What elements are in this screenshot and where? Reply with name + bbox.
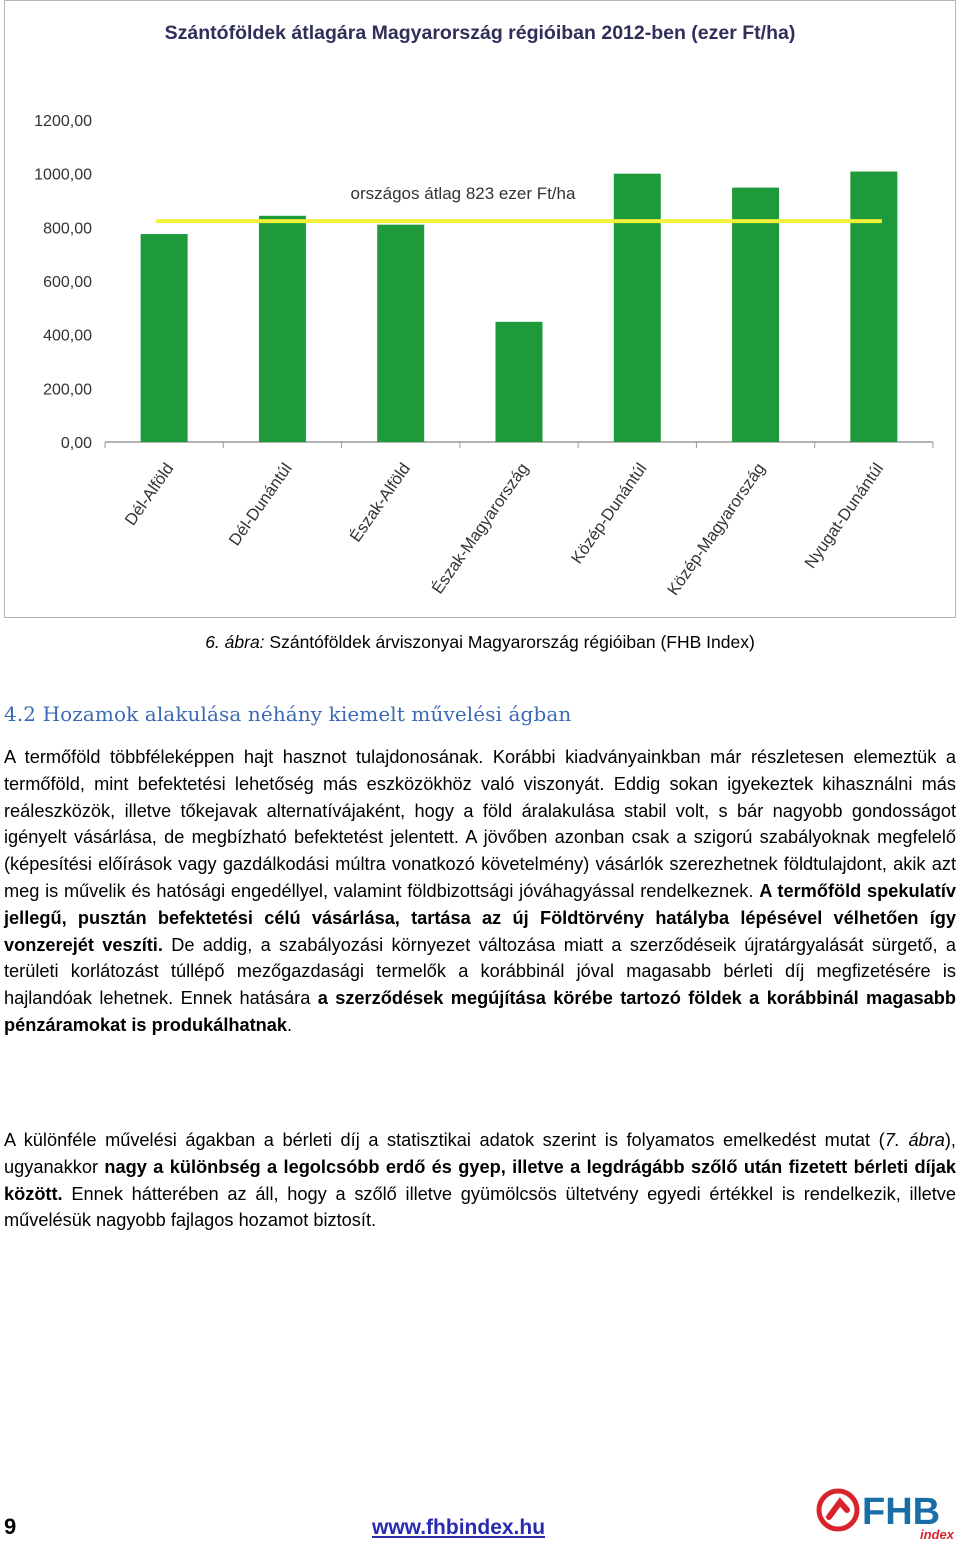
y-tick-label: 200,00	[43, 381, 92, 399]
paragraph-2-text-a: A különféle művelési ágakban a bérleti díj a statisztikai adatok szerint is folyamatos emelkedést mutat (	[4, 1130, 885, 1150]
bar-chart	[4, 0, 956, 618]
paragraph-1-bold-a: A termőföld spekulatív jellegű, pusztán befektetési célú vásárlása, tartása az új Földtörvény hatályba lépésével vélhetően így vonzerejét veszíti.	[4, 880, 956, 955]
x-tick-label: Észak-Magyarország	[428, 459, 533, 598]
figure-caption-text: Szántóföldek árviszonyai Magyarország régióiban (FHB Index)	[264, 632, 755, 652]
chart-canvas	[5, 1, 955, 617]
chart-title: Szántóföldek átlagára Magyarország régióiban 2012-ben (ezer Ft/ha)	[164, 22, 796, 44]
x-tick-label: Közép-Magyarország	[664, 459, 769, 599]
figure-caption-prefix: 6. ábra:	[205, 632, 265, 652]
bar	[259, 216, 306, 442]
footer-website-link[interactable]: www.fhbindex.hu	[372, 1516, 546, 1539]
y-tick-label: 0,00	[60, 435, 92, 452]
y-tick-label: 400,00	[43, 327, 92, 345]
paragraph-2-text-b: ), ugyanakkor	[4, 1130, 956, 1177]
bar	[141, 234, 188, 442]
x-tick-label: Közép-Dunántúl	[567, 459, 651, 568]
page-number: 9	[4, 1514, 17, 1539]
paragraph-1-text-c: .	[287, 1014, 293, 1035]
bar	[732, 188, 779, 442]
x-tick-label: Dél-Dunántúl	[225, 459, 296, 550]
logo-mark-arrow	[829, 1502, 847, 1517]
logo-index-text: index	[920, 1527, 954, 1542]
bar	[496, 322, 543, 442]
average-reference-label: országos átlag 823 ezer Ft/ha	[350, 184, 576, 204]
x-tick-label: Észak-Alföld	[346, 459, 414, 546]
y-tick-label: 1000,00	[34, 166, 92, 184]
x-tick-label: Dél-Alföld	[121, 459, 178, 529]
section-heading: 4.2 Hozamok alakulása néhány kiemelt művelési ágban	[4, 702, 572, 726]
logo-mark-circle	[819, 1491, 857, 1529]
paragraph-2-bold-a: nagy a különbség a legolcsóbb erdő és gyep, illetve a legdrágább szőlő után fizetett bérleti díjak között.	[4, 1156, 956, 1204]
paragraph-2	[4, 1127, 956, 1234]
fhb-index-logo	[816, 1484, 958, 1542]
paragraph-1-text-a: A termőföld többféleképpen hajt hasznot tulajdonosának. Korábbi kiadványainkban már részletesen elemeztük a termőföld, mint befektetési lehetőség más eszközökhöz való viszonyát. Eddig sokan igyekeztek kihasználni más reáleszközök, illetve tőkejavak alternatívájaként, hogy a föld áralakulása stabil volt, s bár nagyobb gondosságot igényelt vásárlása, de megbízható befektetést jelentett. A jövőben azonban csak a szigorú szabályoknak megfelelő (képesítési előírások vagy gazdálkodási múltra vonatkozó követelmény) vásárlók szerezhetnek földtulajdont, akik azt meg is művelik és hatósági engedéllyel, valamint földbizottsági jóváhagyással rendelkeznek.	[4, 747, 956, 901]
bar	[850, 172, 897, 442]
logo-fhb-text: FHB	[862, 1491, 941, 1533]
paragraph-1-bold-b: a szerződések megújítása körébe tartozó földek a korábbinál magasabb pénzáramokat is produkálhatnak	[4, 988, 957, 1035]
figure-reference: 7. ábra	[884, 1130, 945, 1150]
paragraph-1	[4, 744, 956, 1039]
bar	[614, 174, 661, 442]
figure-caption	[0, 632, 960, 653]
x-tick-label: Nyugat-Dunántúl	[801, 459, 888, 572]
paragraph-1-text-b: De addig, a szabályozási környezet változása miatt a szerződéseik újratárgyalását sürgető, a területi korlátozást túllépő mezőgazdasági termelők a korábbinál jóval magasabb bérleti díj megfizetésére is hajlandóak lehetnek. Ennek hatására	[4, 934, 956, 1009]
paragraph-2-text-c: Ennek hátterében az áll, hogy a szőlő illetve gyümölcsös ültetvény egyedi értékkel is rendelkezik, illetve művelésük nagyobb fajlagos hozamot biztosít.	[4, 1183, 956, 1231]
y-tick-label: 600,00	[43, 274, 92, 291]
y-tick-label: 800,00	[43, 220, 92, 238]
y-tick-label: 1200,00	[34, 113, 92, 130]
bar	[377, 225, 424, 442]
